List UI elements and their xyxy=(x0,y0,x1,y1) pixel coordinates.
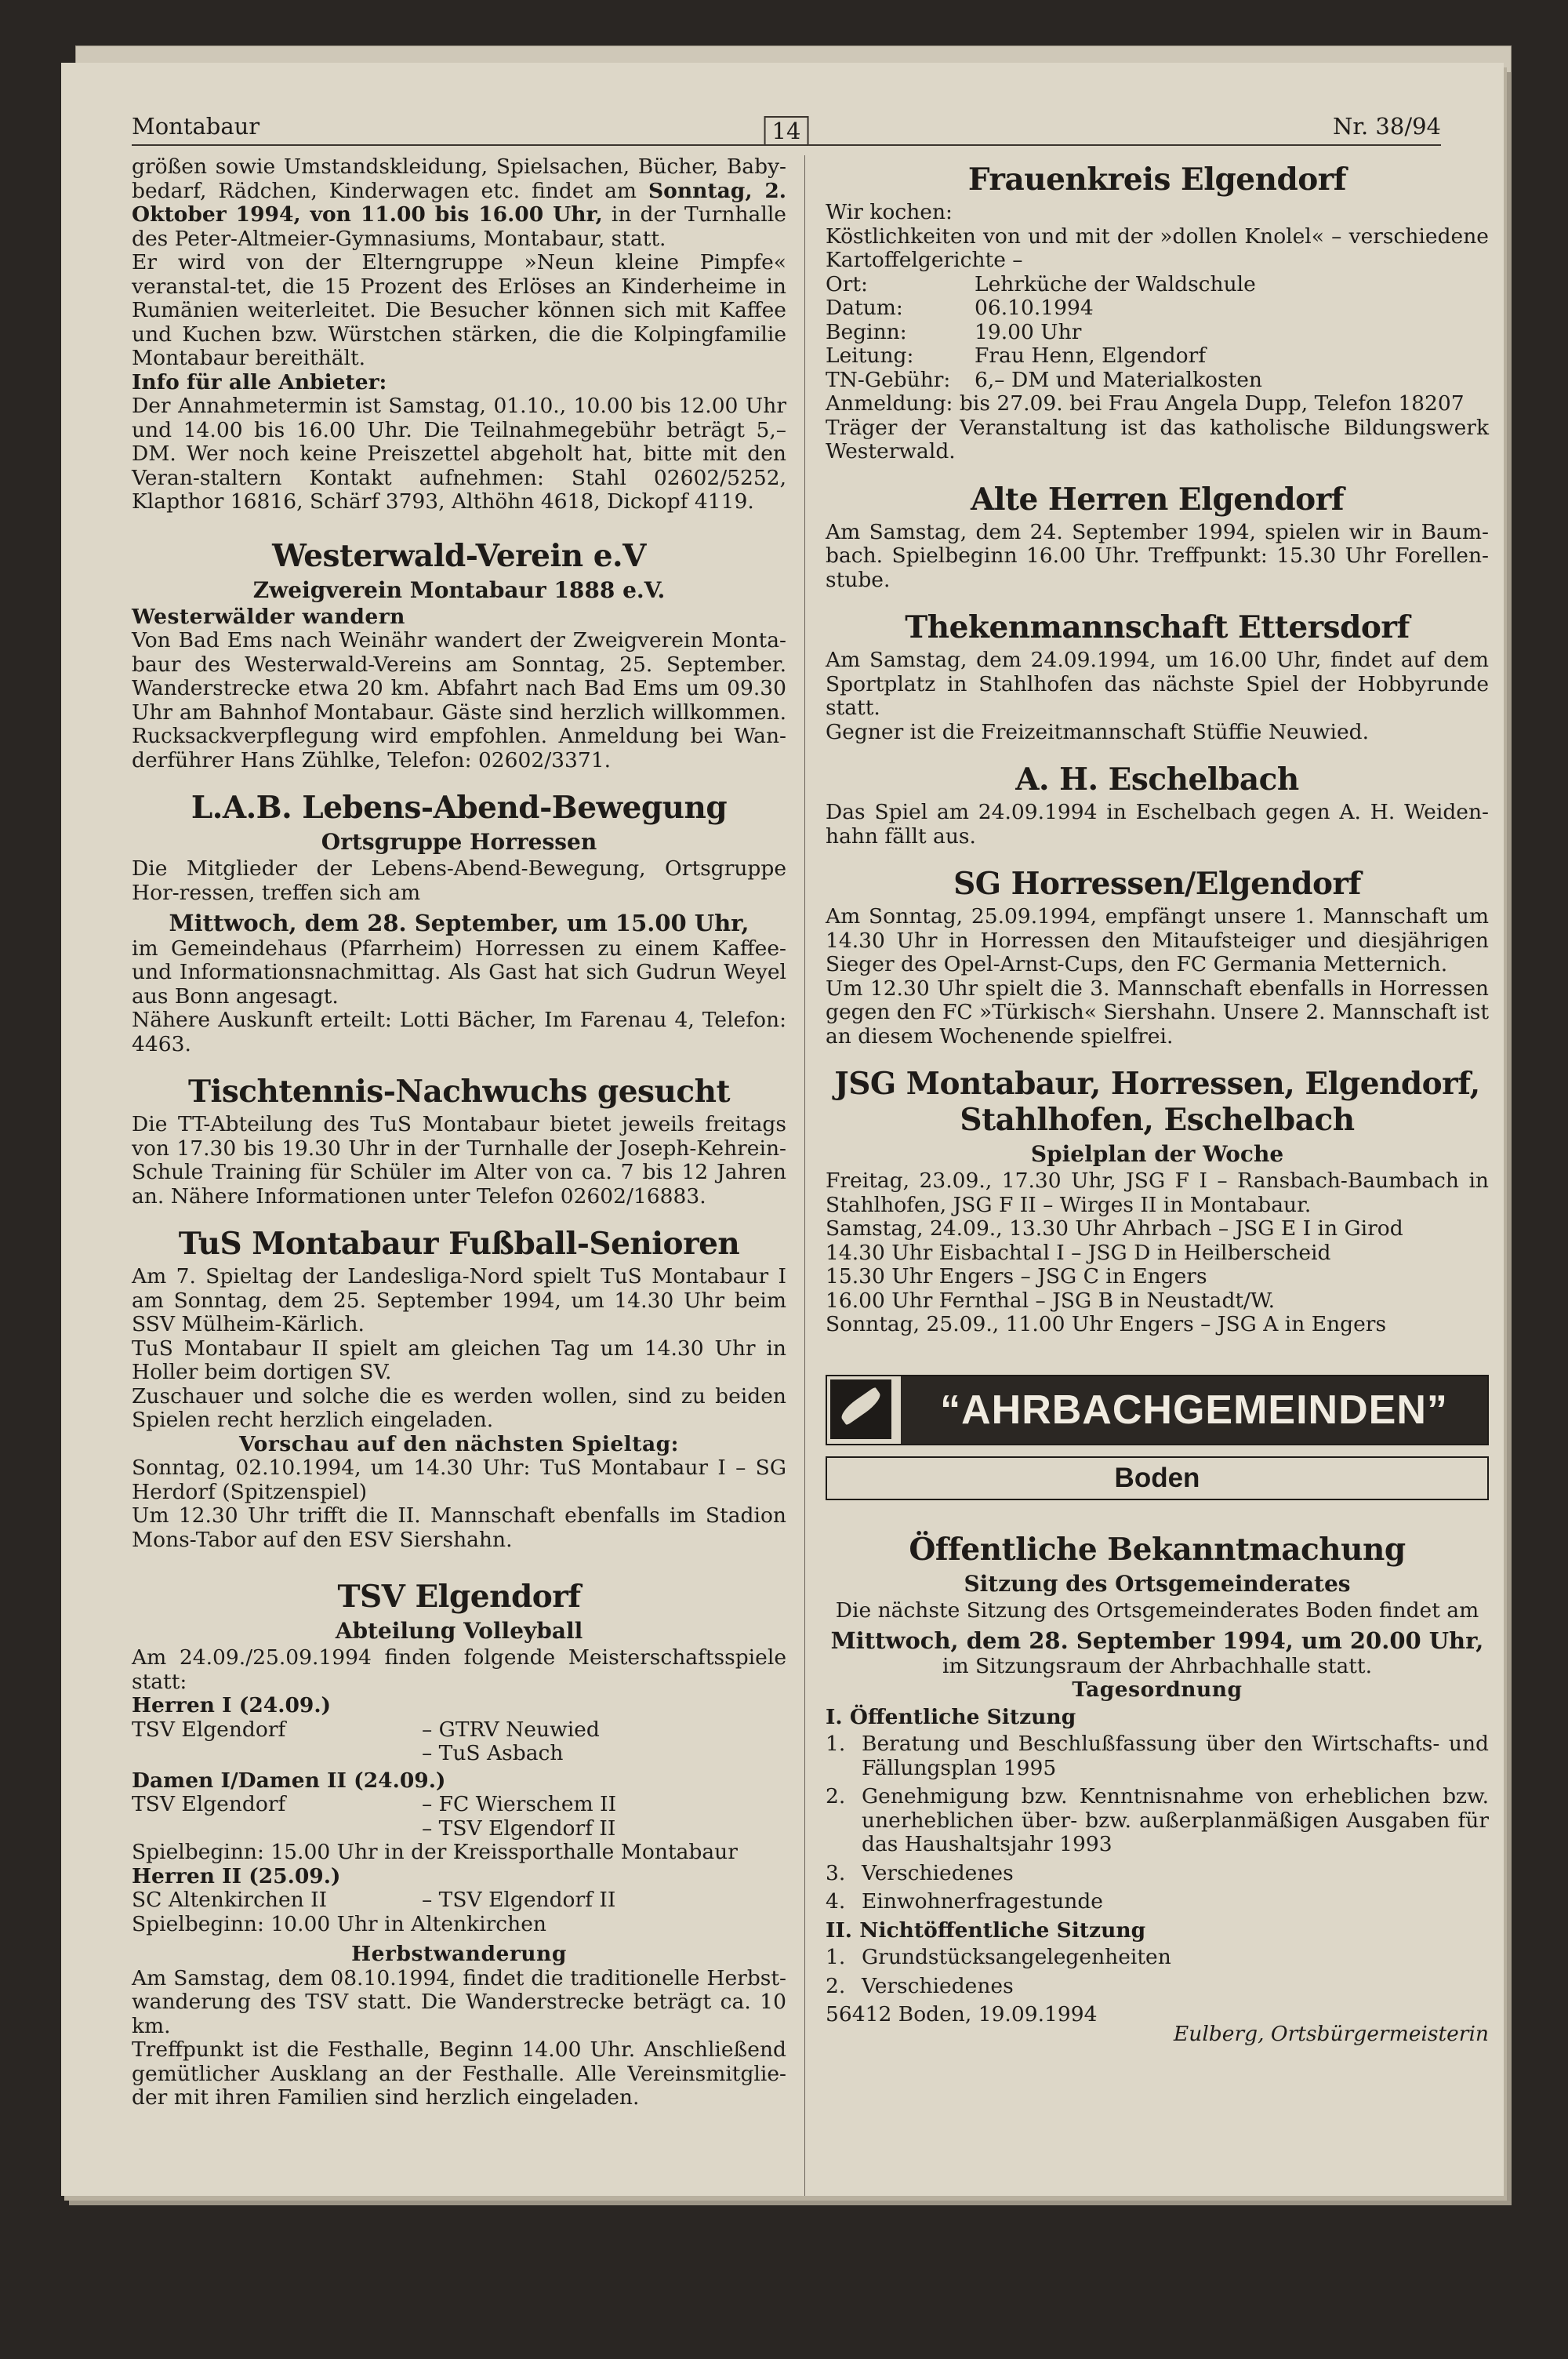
jsg-title-2: Stahlhofen, Eschelbach xyxy=(960,1102,1355,1138)
agenda-item-text: Verschiedenes xyxy=(862,1973,1014,1998)
page-header xyxy=(132,110,1441,146)
agenda-item: 1. Grundstücksangelegenheiten xyxy=(826,1946,1489,1970)
agenda-item-text: Grundstücksangelegenheiten xyxy=(862,1945,1171,1969)
beginn-label: Beginn: xyxy=(826,319,907,344)
lab-text-3: Nähere Auskunft erteilt: Lotti Bächer, Im Farenau 4, Telefon: 4463. xyxy=(132,1008,786,1056)
theken-title: Thekenmannschaft Ettersdorf xyxy=(905,609,1410,645)
gebuehr-label: TN-Gebühr: xyxy=(826,367,951,392)
herren1-row-1 xyxy=(132,1718,786,1743)
herren1-home: TSV Elgendorf xyxy=(132,1717,286,1742)
right-column xyxy=(826,155,1489,2165)
herren1-row-2 xyxy=(132,1742,786,1766)
bekannt-subtitle: Sitzung des Ortsgemeinderates xyxy=(964,1570,1351,1597)
westerwald-subtitle: Zweigverein Montabaur 1888 e.V. xyxy=(252,576,666,603)
banner-subtitle-box: Boden xyxy=(826,1456,1489,1500)
bekannt-text-2: im Sitzungsraum der Ahrbachhalle statt. xyxy=(942,1653,1373,1678)
damen-row-1 xyxy=(132,1793,786,1817)
herren1-heading: Herren I (24.09.) xyxy=(132,1693,332,1717)
herbst-text-1: Am Samstag, dem 08.10.1994, findet die traditionelle Herbst-wanderung des TSV statt. Die Wanderstrecke beträgt ca. 10 km. xyxy=(132,1965,786,2038)
agenda-item: 4. Einwohnerfragestunde xyxy=(826,1890,1489,1914)
damen-opponent-2: – TSV Elgendorf II xyxy=(422,1816,616,1841)
herbst-text-2: Treffpunkt ist die Festhalle, Beginn 14.00 Uhr. Anschließend gemütlicher Ausklang an der Festhalle. Alle Vereinsmitglie-der mit ihren Familien sind herzlich eingeladen. xyxy=(132,2037,786,2110)
beginn-value: 19.00 Uhr xyxy=(975,319,1082,344)
bekannt-text-1: Die nächste Sitzung des Ortsgemeinderates Boden findet am xyxy=(835,1598,1479,1623)
tus-text-4: Sonntag, 02.10.1994, um 14.30 Uhr: TuS Montabaur I – SG Herdorf (Spitzenspiel) xyxy=(132,1456,786,1504)
tischtennis-text: Die TT-Abteilung des TuS Montabaur bietet jeweils freitags von 17.30 bis 19.30 Uhr in der Turnhalle der Joseph-Kehrein-Schule Training für Schüler im Alter von ca. 7 bis 12 Jahren an. Nähere Informationen unter Telefon 02602/16883. xyxy=(132,1112,786,1209)
jsg-line-2: Samstag, 24.09., 13.30 Uhr Ahrbach – JSG E I in Girod xyxy=(826,1216,1403,1241)
sg-text-2: Um 12.30 Uhr spielt die 3. Mannschaft ebenfalls in Horressen gegen den FC »Türkisch« Siershahn. Unsere 2. Mannschaft ist an diesem Wochenende spielfrei. xyxy=(826,976,1489,1049)
ort-label: Ort: xyxy=(826,271,868,296)
agenda-item-text: Beratung und Beschlußfassung über den Wirtschafts- und Fällungsplan 1995 xyxy=(862,1732,1489,1780)
page-number: 14 xyxy=(764,116,809,146)
damen-row-2 xyxy=(132,1817,786,1841)
frauen-line-4: Träger der Veranstaltung ist das katholische Bildungswerk Westerwald. xyxy=(826,415,1489,463)
herren2-opponent: – TSV Elgendorf II xyxy=(422,1888,616,1912)
tus-preview-heading: Vorschau auf den nächsten Spieltag: xyxy=(239,1431,679,1456)
sg-text-1: Am Sonntag, 25.09.1994, empfängt unsere 1. Mannschaft um 14.30 Uhr in Horressen den Mitaufsteiger und diesjährigen Sieger des Opel-Arnst-Cups, den FC Germania Metternich. xyxy=(826,904,1489,976)
alte-herren-title: Alte Herren Elgendorf xyxy=(970,481,1345,518)
tus-text-2: TuS Montabaur II spielt am gleichen Tag um 14.30 Uhr in Holler beim dortigen SV. xyxy=(132,1336,786,1384)
section-2-heading: II. Nichtöffentliche Sitzung xyxy=(826,1917,1146,1943)
flea-market-date: Sonntag, 2. Oktober 1994, von 11.00 bis 16.00 Uhr, xyxy=(132,178,786,227)
newspaper-page xyxy=(61,63,1504,2196)
leitung-label: Leitung: xyxy=(826,343,914,368)
lab-subtitle: Ortsgruppe Horressen xyxy=(321,829,597,855)
westerwald-heading: Westerwälder wandern xyxy=(132,604,405,629)
herren2-row xyxy=(132,1888,786,1913)
jsg-subtitle: Spielplan der Woche xyxy=(1030,1141,1284,1167)
sg-title: SG Horressen/Elgendorf xyxy=(953,866,1361,902)
tus-text-3: Zuschauer und solche die es werden wollen, sind zu beiden Spielen recht herzlich eingeladen. xyxy=(132,1383,786,1432)
damen-home: TSV Elgendorf xyxy=(132,1792,286,1816)
tischtennis-title: Tischtennis-Nachwuchs gesucht xyxy=(188,1074,730,1110)
ah-title: A. H. Eschelbach xyxy=(1015,761,1299,798)
westerwald-text: Von Bad Ems nach Weinähr wandert der Zweigverein Monta-baur des Westerwald-Vereins am Sonntag, 25. September. Wanderstrecke etwa 20 km. Abfahrt nach Bad Ems um 09.30 Uhr am Bahnhof Montabaur. Gäste sind herzlich willkommen. Rucksackverpflegung wird empfohlen. Anmeldung bei Wan-derführer Hans Zühlke, Telefon: 02602/3371. xyxy=(132,628,786,772)
tus-text-5: Um 12.30 Uhr trifft die II. Mannschaft ebenfalls im Stadion Mons-Tabor auf den ESV Siershahn. xyxy=(132,1503,786,1552)
damen-opponent-1: – FC Wierschem II xyxy=(422,1792,617,1816)
lab-title: L.A.B. Lebens-Abend-Bewegung xyxy=(191,790,728,826)
ahrbach-banner xyxy=(826,1375,1489,1445)
info-heading: Info für alle Anbieter: xyxy=(132,369,387,394)
jsg-line-3: 14.30 Uhr Eisbachtal I – JSG D in Heilberscheid xyxy=(826,1240,1331,1265)
bekannt-date: Mittwoch, dem 28. September 1994, um 20.00 Uhr, xyxy=(830,1627,1484,1654)
lab-text-1: Die Mitglieder der Lebens-Abend-Bewegung, Ortsgruppe Hor-ressen, treffen sich am xyxy=(132,856,786,905)
ah-text: Das Spiel am 24.09.1994 in Eschelbach gegen A. H. Weiden-hahn fällt aus. xyxy=(826,800,1489,849)
issue-number: Nr. 38/94 xyxy=(1332,113,1441,140)
flea-market-text-c: in der Turnhalle des Peter-Altmeier-Gymnasiums, Montabaur, statt. xyxy=(132,202,786,251)
header-town: Montabaur xyxy=(132,113,260,140)
agenda-item: 3. Verschiedenes xyxy=(826,1862,1489,1886)
column-divider xyxy=(804,155,805,2196)
damen-begin: Spielbeginn: 15.00 Uhr in der Kreissporthalle Montabaur xyxy=(132,1840,738,1864)
tsv-subtitle: Abteilung Volleyball xyxy=(335,1618,583,1644)
herren2-begin: Spielbeginn: 10.00 Uhr in Altenkirchen xyxy=(132,1911,546,1936)
alte-herren-text: Am Samstag, dem 24. September 1994, spielen wir in Baum-bach. Spielbeginn 16.00 Uhr. Treffpunkt: 15.30 Uhr Forellen-stube. xyxy=(826,519,1489,592)
lab-text-2: im Gemeindehaus (Pfarrheim) Horressen zu einem Kaffee- und Informationsnachmittag. Als Gast hat sich Gudrun Weyel aus Bonn angesagt. xyxy=(132,936,786,1009)
banner-title: “AHRBACHGEMEINDEN” xyxy=(901,1376,1487,1444)
leitung-value: Frau Henn, Elgendorf xyxy=(975,343,1207,368)
jsg-line-6: Sonntag, 25.09., 11.00 Uhr Engers – JSG A in Engers xyxy=(826,1312,1387,1336)
jsg-line-5: 16.00 Uhr Fernthal – JSG B in Neustadt/W. xyxy=(826,1288,1276,1313)
agenda-item: 2. Genehmigung bzw. Kenntnisnahme von erheblichen bzw. unerheblichen über- bzw. außerplanmäßigen Ausgaben für das Haushaltsjahr 1993 xyxy=(826,1784,1489,1856)
jsg-line-1: Freitag, 23.09., 17.30 Uhr, JSG F I – Ransbach-Baumbach in Stahlhofen, JSG F II – Wirges II in Montabaur. xyxy=(826,1169,1489,1217)
tsv-intro: Am 24.09./25.09.1994 finden folgende Meisterschaftsspiele statt: xyxy=(132,1645,786,1694)
tus-text-1: Am 7. Spieltag der Landesliga-Nord spielt TuS Montabaur I am Sonntag, dem 25. September 1994, um 14.30 Uhr beim SSV Mülheim-Kärlich. xyxy=(132,1264,786,1336)
tus-title: TuS Montabaur Fußball-Senioren xyxy=(178,1226,740,1262)
datum-label: Datum: xyxy=(826,296,903,320)
left-column xyxy=(132,155,786,2165)
frauen-title: Frauenkreis Elgendorf xyxy=(967,162,1347,198)
flea-market-text xyxy=(132,155,786,251)
tsv-title: TSV Elgendorf xyxy=(337,1579,581,1615)
signature: Eulberg, Ortsbürgermeisterin xyxy=(1173,2021,1489,2046)
westerwald-title: Westerwald-Verein e.V xyxy=(272,537,646,574)
agenda-item-text: Verschiedenes xyxy=(862,1860,1014,1885)
herbst-heading: Herbstwanderung xyxy=(351,1942,567,1966)
tagesordnung-heading: Tagesordnung xyxy=(1072,1677,1243,1702)
section-1-heading: I. Öffentliche Sitzung xyxy=(826,1704,1076,1729)
flea-market-text-a: größen sowie Umstandskleidung, Spielsachen, Bücher, Baby-bedarf, Rädchen, Kinderwagen etc. findet am xyxy=(132,154,786,203)
agenda-item: 1. Beratung und Beschlußfassung über den Wirtschafts- und Fällungsplan 1995 xyxy=(826,1732,1489,1780)
damen-heading: Damen I/Damen II (24.09.) xyxy=(132,1768,446,1793)
agenda-item-text: Genehmigung bzw. Kenntnisnahme von erheblichen bzw. unerheblichen über- bzw. außerplanmäßigen Ausgaben für das Haushaltsjahr 1993 xyxy=(862,1784,1489,1856)
bekannt-title: Öffentliche Bekanntmachung xyxy=(909,1531,1406,1568)
theken-text-1: Am Samstag, dem 24.09.1994, um 16.00 Uhr, findet auf dem Sportplatz in Stahlhofen das nächste Spiel der Hobbyrunde statt. xyxy=(826,648,1489,720)
flea-market-organizer: Er wird von der Elterngruppe »Neun kleine Pimpfe« veranstal-tet, die 15 Prozent des Erlöses an Kinderheime in Rumänien weiterleitet. Die Besucher können sich mit Kaffee und Kuchen bzw. Würstchen stärken, die die Kolpingfamilie Montabaur bereithält. xyxy=(132,250,786,370)
theken-text-2: Gegner ist die Freizeitmannschaft Stüffie Neuwied. xyxy=(826,719,1370,744)
herren1-opponent-2: – TuS Asbach xyxy=(422,1741,564,1765)
herren1-opponent-1: – GTRV Neuwied xyxy=(422,1717,600,1742)
frauen-line-2: Köstlichkeiten von und mit der »dollen Knolel« – verschiedene Kartoffelgerichte – xyxy=(826,224,1489,272)
gebuehr-value: 6,– DM und Materialkosten xyxy=(975,367,1262,392)
ort-value: Lehrküche der Waldschule xyxy=(975,271,1256,296)
agenda-item: 2. Verschiedenes xyxy=(826,1975,1489,1999)
frauen-line-1: Wir kochen: xyxy=(826,200,953,224)
herren2-home: SC Altenkirchen II xyxy=(132,1888,328,1912)
bird-logo-icon xyxy=(827,1376,901,1444)
info-text: Der Annahmetermin ist Samstag, 01.10., 10.00 bis 12.00 Uhr und 14.00 bis 16.00 Uhr. Die Teilnahmegebühr beträgt 5,– DM. Wer noch keine Preiszettel abgeholt hat, bitte mit den Veran-staltern Kontakt aufnehmen: Stahl 02602/5252, Klapthor 16816, Schärf 3793, Althöhn 4618, Dickopf 4119. xyxy=(132,394,786,514)
frauen-line-3: Anmeldung: bis 27.09. bei Frau Angela Dupp, Telefon 18207 xyxy=(826,391,1465,416)
agenda-item-text: Einwohnerfragestunde xyxy=(862,1889,1103,1914)
jsg-title-1: JSG Montabaur, Horressen, Elgendorf, xyxy=(834,1066,1480,1102)
herren2-heading: Herren II (25.09.) xyxy=(132,1863,341,1888)
frauen-details xyxy=(826,273,1489,393)
place-date: 56412 Boden, 19.09.1994 xyxy=(826,2002,1098,2026)
jsg-line-4: 15.30 Uhr Engers – JSG C in Engers xyxy=(826,1264,1207,1289)
lab-date: Mittwoch, dem 28. September, um 15.00 Uhr, xyxy=(169,910,750,936)
datum-value: 06.10.1994 xyxy=(975,296,1094,320)
